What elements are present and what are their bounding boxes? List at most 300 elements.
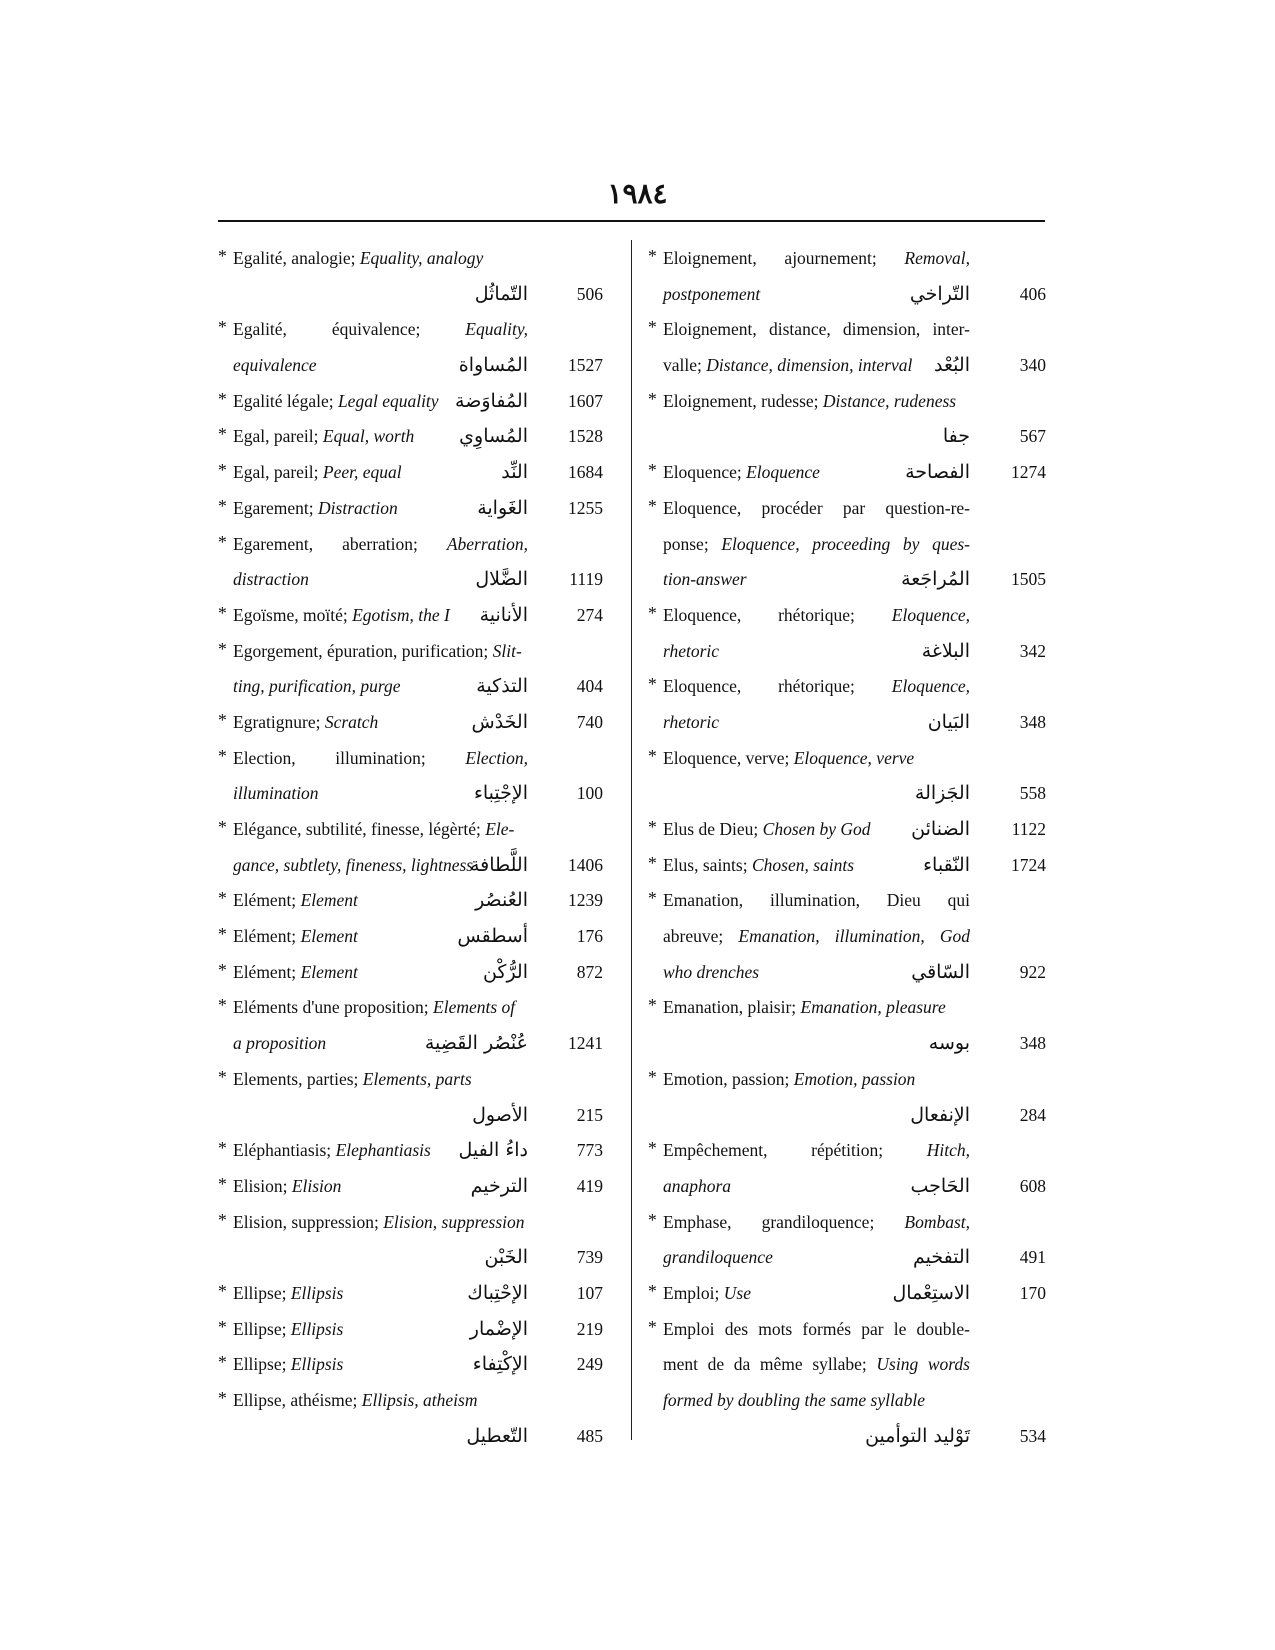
french-term: Eloquence, verve; xyxy=(663,747,794,768)
entry-text xyxy=(663,669,970,705)
entry-number: 340 xyxy=(1019,355,1046,376)
entry-line xyxy=(648,1312,1046,1348)
dictionary-entry xyxy=(648,741,1046,812)
entry-line xyxy=(218,848,620,884)
arabic-term: التّراخي xyxy=(909,282,970,305)
french-term: Elément; xyxy=(233,890,301,911)
entry-line xyxy=(648,669,1046,705)
english-term: Eloquence xyxy=(746,462,820,483)
french-term: Elision; xyxy=(233,1175,292,1196)
arabic-term: التذكية xyxy=(476,675,528,698)
entry-line xyxy=(648,1026,1046,1062)
english-term: Aberration, xyxy=(446,533,528,554)
entry-text xyxy=(663,348,970,384)
arabic-term: المُفاوَضة xyxy=(455,389,528,412)
dictionary-entry xyxy=(218,1347,620,1383)
english-term: rhetoric xyxy=(663,640,720,661)
entry-number: 249 xyxy=(576,1354,603,1375)
entry-bullet: * xyxy=(648,745,657,766)
arabic-term: النّقباء xyxy=(923,853,970,876)
french-term: valle; xyxy=(663,355,707,376)
arabic-term: التّعطيل xyxy=(466,1424,528,1447)
entry-text xyxy=(663,883,970,919)
dictionary-entry xyxy=(648,455,1046,491)
french-term: Emanation, illumination, Dieu qui xyxy=(663,890,970,911)
entry-line xyxy=(218,812,620,848)
arabic-term: الخَبْن xyxy=(484,1246,528,1269)
english-term: Peer, equal xyxy=(322,462,402,483)
arabic-term: البلاغة xyxy=(921,639,970,662)
entry-bullet: * xyxy=(218,995,227,1016)
entry-line xyxy=(648,241,1046,277)
dictionary-entry xyxy=(648,1133,1046,1204)
french-term: Elégance, subtilité, finesse, légèrté; xyxy=(233,819,486,839)
arabic-term: الإحْتِباك xyxy=(467,1281,528,1304)
entry-line xyxy=(218,1026,620,1062)
english-term: Distraction xyxy=(318,497,398,518)
entry-bullet: * xyxy=(218,317,227,338)
entry-line xyxy=(218,491,620,527)
entry-line xyxy=(648,1240,1046,1276)
entry-number: 274 xyxy=(576,604,603,625)
entry-line xyxy=(218,1205,620,1241)
dictionary-entry xyxy=(218,919,620,955)
entry-text xyxy=(233,741,528,777)
entry-bullet: * xyxy=(218,959,227,980)
entry-bullet: * xyxy=(218,817,227,837)
dictionary-entry xyxy=(648,491,1046,598)
french-term: Eléments d'une proposition; xyxy=(233,997,434,1018)
french-term: Emphase, grandiloquence; xyxy=(663,1211,875,1232)
entry-number: 567 xyxy=(1019,426,1046,447)
entry-text xyxy=(663,1383,970,1419)
arabic-term: الإجْتِباء xyxy=(473,782,528,805)
english-term: Eloquence, verve xyxy=(793,747,915,768)
entry-number: 1406 xyxy=(568,854,603,875)
arabic-term: الاستِعْمال xyxy=(892,1281,970,1304)
entry-bullet: * xyxy=(648,495,657,516)
entry-number: 534 xyxy=(1019,1425,1046,1446)
french-term: Eloquence, rhétorique; xyxy=(663,676,855,697)
entry-bullet: * xyxy=(218,924,227,945)
entry-line xyxy=(648,1347,1046,1383)
english-term: Elision xyxy=(291,1175,342,1196)
entry-bullet: * xyxy=(218,388,227,409)
entry-text xyxy=(663,312,970,348)
entry-line xyxy=(218,1312,620,1348)
english-term: Eloquence, proceeding by ques- xyxy=(721,533,970,554)
dictionary-entry xyxy=(648,312,1046,383)
entry-bullet: * xyxy=(218,638,227,659)
dictionary-entry xyxy=(218,241,620,312)
entry-line xyxy=(648,1133,1046,1169)
entry-number: 1684 xyxy=(568,462,603,483)
english-term: Equality, analogy xyxy=(359,248,484,268)
entry-line xyxy=(218,705,620,741)
english-term: Element xyxy=(300,961,358,982)
french-term: Eloquence, rhétorique; xyxy=(663,604,855,625)
dictionary-entry xyxy=(218,741,620,812)
french-term: ponse; xyxy=(663,533,722,554)
entry-text xyxy=(663,741,970,777)
entry-line xyxy=(648,705,1046,741)
english-term: formed by doubling the same syllable xyxy=(663,1390,925,1410)
entry-number: 284 xyxy=(1019,1104,1046,1125)
english-term: postponement xyxy=(663,283,761,304)
entry-line xyxy=(648,455,1046,491)
french-term: Eloquence, procéder par question-re- xyxy=(663,497,970,518)
dictionary-entry xyxy=(648,883,1046,990)
english-term: Ellipsis xyxy=(290,1282,344,1303)
dictionary-entry xyxy=(648,990,1046,1061)
english-term: Ele- xyxy=(485,819,515,839)
english-term: a proposition xyxy=(233,1033,327,1054)
arabic-term: الحَاجب xyxy=(910,1174,970,1197)
entry-line xyxy=(218,1347,620,1383)
french-term: Emotion, passion; xyxy=(663,1068,794,1089)
entry-number: 922 xyxy=(1019,961,1046,982)
dictionary-entry xyxy=(648,848,1046,884)
entry-bullet: * xyxy=(218,709,227,730)
french-term: Elision, suppression; xyxy=(233,1211,384,1232)
arabic-term: البُعْد xyxy=(934,354,970,377)
french-term: Eloignement, distance, dimension, inter- xyxy=(663,319,970,340)
entry-number: 491 xyxy=(1019,1247,1046,1268)
entry-text xyxy=(663,491,970,527)
entry-number: 872 xyxy=(576,961,603,982)
entry-number: 558 xyxy=(1019,783,1046,804)
arabic-term: الأنانية xyxy=(479,603,528,626)
arabic-term: البَيان xyxy=(927,710,970,733)
entry-line xyxy=(218,241,620,277)
entry-number: 739 xyxy=(576,1247,603,1268)
entry-line xyxy=(648,348,1046,384)
english-term: Slit- xyxy=(492,640,522,661)
entry-bullet: * xyxy=(648,1138,657,1159)
english-term: Element xyxy=(300,926,358,947)
entry-text xyxy=(663,527,970,563)
english-term: Election, xyxy=(465,747,528,768)
dictionary-entry xyxy=(218,455,620,491)
entry-line xyxy=(648,919,1046,955)
english-term: grandiloquence xyxy=(663,1247,773,1268)
dictionary-entry xyxy=(648,1205,1046,1276)
entry-text xyxy=(663,598,970,634)
french-term: Election, illumination; xyxy=(233,747,426,768)
entry-line xyxy=(648,741,1046,777)
entry-text xyxy=(233,1383,528,1419)
entry-bullet: * xyxy=(648,246,657,266)
entry-bullet: * xyxy=(218,1352,227,1373)
entry-bullet: * xyxy=(648,1280,657,1301)
english-term: ting, purification, purge xyxy=(233,676,401,697)
entry-line xyxy=(218,312,620,348)
entry-line xyxy=(648,955,1046,991)
entry-number: 170 xyxy=(1019,1282,1046,1303)
entry-number: 107 xyxy=(576,1282,603,1303)
entry-line xyxy=(648,1169,1046,1205)
entry-bullet: * xyxy=(648,388,657,409)
french-term: Eloignement, rudesse; xyxy=(663,390,823,411)
entry-line xyxy=(218,1169,620,1205)
english-term: rhetoric xyxy=(663,711,720,732)
entry-line xyxy=(218,990,620,1026)
arabic-term: عُنْصُر القَضِية xyxy=(424,1032,528,1055)
english-term: Eloquence, xyxy=(891,676,970,697)
entry-number: 1122 xyxy=(1011,819,1046,839)
french-term: Ellipse; xyxy=(233,1354,291,1375)
arabic-term: اللَّطافة xyxy=(469,853,528,876)
english-term: Emanation, illumination, God xyxy=(738,926,971,947)
english-term: Equality, xyxy=(465,319,528,340)
entry-line xyxy=(648,277,1046,313)
english-term: Distance, rudeness xyxy=(822,390,957,411)
entry-bullet: * xyxy=(648,1316,657,1337)
dictionary-entry xyxy=(218,1312,620,1348)
entry-line xyxy=(648,883,1046,919)
entry-bullet: * xyxy=(218,1138,227,1159)
english-term: Legal equality xyxy=(337,390,439,411)
entry-line xyxy=(218,598,620,634)
french-term: Ellipse, athéisme; xyxy=(233,1390,362,1410)
french-term: Empêchement, répétition; xyxy=(663,1140,884,1161)
entry-number: 348 xyxy=(1019,1033,1046,1054)
entry-bullet: * xyxy=(218,424,227,445)
entry-text xyxy=(233,241,528,277)
entry-number: 1607 xyxy=(568,390,603,411)
entry-bullet: * xyxy=(218,1280,227,1301)
entry-bullet: * xyxy=(218,745,227,766)
entry-text xyxy=(233,527,528,563)
entry-line xyxy=(218,741,620,777)
entry-line xyxy=(218,348,620,384)
entry-line xyxy=(218,1240,620,1276)
dictionary-entry xyxy=(218,491,620,527)
dictionary-entry xyxy=(218,419,620,455)
entry-line xyxy=(218,1419,620,1455)
french-term: Egoïsme, moïté; xyxy=(233,604,353,625)
arabic-term: أسطقس xyxy=(457,925,528,948)
entry-line xyxy=(218,669,620,705)
entry-line xyxy=(648,419,1046,455)
dictionary-entry xyxy=(218,1276,620,1312)
french-term: Egal, pareil; xyxy=(233,426,323,447)
entry-bullet: * xyxy=(218,888,227,909)
entry-line xyxy=(648,1419,1046,1455)
english-term: Ellipsis xyxy=(290,1354,344,1375)
dictionary-entry xyxy=(648,1062,1046,1133)
french-term: Elément; xyxy=(233,961,301,982)
entry-bullet: * xyxy=(218,1388,227,1408)
entry-text xyxy=(663,919,970,955)
french-term: Elements, parties; xyxy=(233,1068,363,1089)
english-term: tion-answer xyxy=(663,569,747,590)
entry-text xyxy=(663,1205,970,1241)
english-term: Ellipsis, atheism xyxy=(361,1390,478,1410)
arabic-term: داءُ الفيل xyxy=(458,1139,528,1162)
dictionary-entry xyxy=(648,598,1046,669)
entry-bullet: * xyxy=(218,495,227,516)
entry-text xyxy=(233,1062,528,1098)
dictionary-entry xyxy=(218,705,620,741)
header-rule xyxy=(218,220,1045,222)
arabic-term: الإضْمار xyxy=(469,1317,528,1340)
entry-line xyxy=(648,1098,1046,1134)
entry-bullet: * xyxy=(648,602,657,623)
english-term: Scratch xyxy=(324,711,379,732)
right-column xyxy=(648,241,1046,1454)
entry-bullet: * xyxy=(218,602,227,623)
french-term: Emanation, plaisir; xyxy=(663,997,801,1018)
english-term: Egotism, the I xyxy=(352,604,450,625)
entry-text xyxy=(233,455,528,491)
dictionary-entry xyxy=(218,1383,620,1454)
entry-bullet: * xyxy=(648,1209,657,1230)
entry-text xyxy=(663,241,970,277)
left-column xyxy=(218,241,620,1454)
entry-number: 348 xyxy=(1019,711,1046,732)
entry-line xyxy=(648,1276,1046,1312)
entry-number: 1119 xyxy=(569,569,603,590)
entry-text xyxy=(233,1205,528,1241)
entry-line xyxy=(218,277,620,313)
arabic-term: الخَدْش xyxy=(471,710,528,733)
english-term: Equal, worth xyxy=(322,426,415,447)
english-term: Elephantiasis xyxy=(335,1140,431,1161)
entry-text xyxy=(663,990,970,1026)
english-term: Distance, dimension, interval xyxy=(706,355,913,376)
french-term: Egarement; xyxy=(233,497,319,518)
dictionary-entry xyxy=(218,634,620,705)
dictionary-entry xyxy=(648,669,1046,740)
entry-text xyxy=(233,990,528,1026)
entry-line xyxy=(648,384,1046,420)
entry-number: 100 xyxy=(576,783,603,804)
arabic-term: تَوْليد التوأمين xyxy=(865,1424,970,1447)
french-term: Emploi des mots formés par le double- xyxy=(663,1318,970,1339)
french-term: Egarement, aberration; xyxy=(233,533,418,554)
english-term: Emanation, pleasure xyxy=(800,997,946,1018)
entry-line xyxy=(218,1133,620,1169)
english-term: Elements, parts xyxy=(362,1068,472,1089)
entry-number: 1274 xyxy=(1011,462,1046,483)
column-divider xyxy=(631,240,632,1440)
entry-line xyxy=(218,634,620,670)
entry-line xyxy=(648,527,1046,563)
arabic-term: الإنفعال xyxy=(910,1103,970,1126)
arabic-term: الترخيم xyxy=(470,1174,528,1197)
entry-bullet: * xyxy=(218,1173,227,1194)
french-term: Ellipse; xyxy=(233,1318,291,1339)
arabic-term: الجَزالة xyxy=(914,782,970,805)
french-term: abreuve; xyxy=(663,926,739,947)
entry-text xyxy=(233,312,528,348)
english-term: who drenches xyxy=(663,961,760,982)
english-term: Element xyxy=(300,890,358,911)
french-term: Egalité, analogie; xyxy=(233,248,360,268)
entry-number: 1241 xyxy=(568,1033,603,1054)
dictionary-entry xyxy=(218,812,620,883)
arabic-term: النِّد xyxy=(501,461,528,484)
entry-number: 1239 xyxy=(568,890,603,911)
entry-bullet: * xyxy=(648,995,657,1016)
entry-line xyxy=(218,1062,620,1098)
entry-line xyxy=(218,1276,620,1312)
entry-line xyxy=(648,1383,1046,1419)
entry-line xyxy=(648,491,1046,527)
page-number: ١٩٨٤ xyxy=(607,179,668,210)
entry-line xyxy=(218,527,620,563)
entry-number: 485 xyxy=(576,1425,603,1446)
entry-bullet: * xyxy=(218,531,227,552)
english-term: Use xyxy=(723,1282,751,1303)
dictionary-entry xyxy=(648,1276,1046,1312)
dictionary-entry xyxy=(218,1133,620,1169)
entry-line xyxy=(648,812,1046,848)
arabic-term: التّماثُل xyxy=(474,282,528,305)
entry-text xyxy=(233,812,528,848)
dictionary-entry xyxy=(648,1312,1046,1455)
arabic-term: السّاقي xyxy=(911,960,970,983)
arabic-term: التفخيم xyxy=(912,1246,970,1269)
entry-number: 342 xyxy=(1019,640,1046,661)
french-term: Ellipse; xyxy=(233,1282,291,1303)
arabic-term: المُراجَعة xyxy=(901,568,970,591)
entry-number: 608 xyxy=(1019,1175,1046,1196)
entry-text xyxy=(663,1062,970,1098)
arabic-term: المُساواة xyxy=(458,354,528,377)
french-term: Elus, saints; xyxy=(663,854,752,875)
dictionary-entry xyxy=(218,955,620,991)
entry-number: 176 xyxy=(576,926,603,947)
entry-text xyxy=(663,705,970,741)
english-term: Bombast, xyxy=(904,1211,970,1232)
french-term: Eléphantiasis; xyxy=(233,1140,336,1161)
entry-bullet: * xyxy=(218,1209,227,1230)
entry-number: 740 xyxy=(576,711,603,732)
entry-number: 773 xyxy=(576,1140,603,1161)
arabic-term: الأصول xyxy=(472,1103,528,1126)
english-term: Elements of xyxy=(433,997,516,1018)
english-term: anaphora xyxy=(663,1175,732,1196)
dictionary-entry xyxy=(218,1062,620,1133)
entry-line xyxy=(648,1205,1046,1241)
arabic-term: الضَّلال xyxy=(475,568,528,591)
entry-line xyxy=(218,919,620,955)
dictionary-entry xyxy=(218,312,620,383)
entry-bullet: * xyxy=(218,1316,227,1337)
entry-bullet: * xyxy=(218,1066,227,1087)
entry-bullet: * xyxy=(648,1066,657,1087)
entry-text xyxy=(663,1133,970,1169)
english-term: Chosen by God xyxy=(762,819,871,839)
entry-bullet: * xyxy=(218,460,227,481)
dictionary-entry xyxy=(648,812,1046,848)
entry-line xyxy=(218,883,620,919)
arabic-term: الغَواية xyxy=(477,496,528,519)
entry-number: 1724 xyxy=(1011,854,1046,875)
french-term: Egorgement, épuration, purification; xyxy=(233,640,493,661)
entry-number: 404 xyxy=(576,676,603,697)
french-term: Eloquence; xyxy=(663,462,747,483)
entry-line xyxy=(218,562,620,598)
english-term: illumination xyxy=(233,783,319,804)
entry-line xyxy=(648,1062,1046,1098)
entry-line xyxy=(648,990,1046,1026)
english-term: Using words xyxy=(876,1354,970,1375)
entry-bullet: * xyxy=(648,852,657,873)
dictionary-entry xyxy=(218,1169,620,1205)
